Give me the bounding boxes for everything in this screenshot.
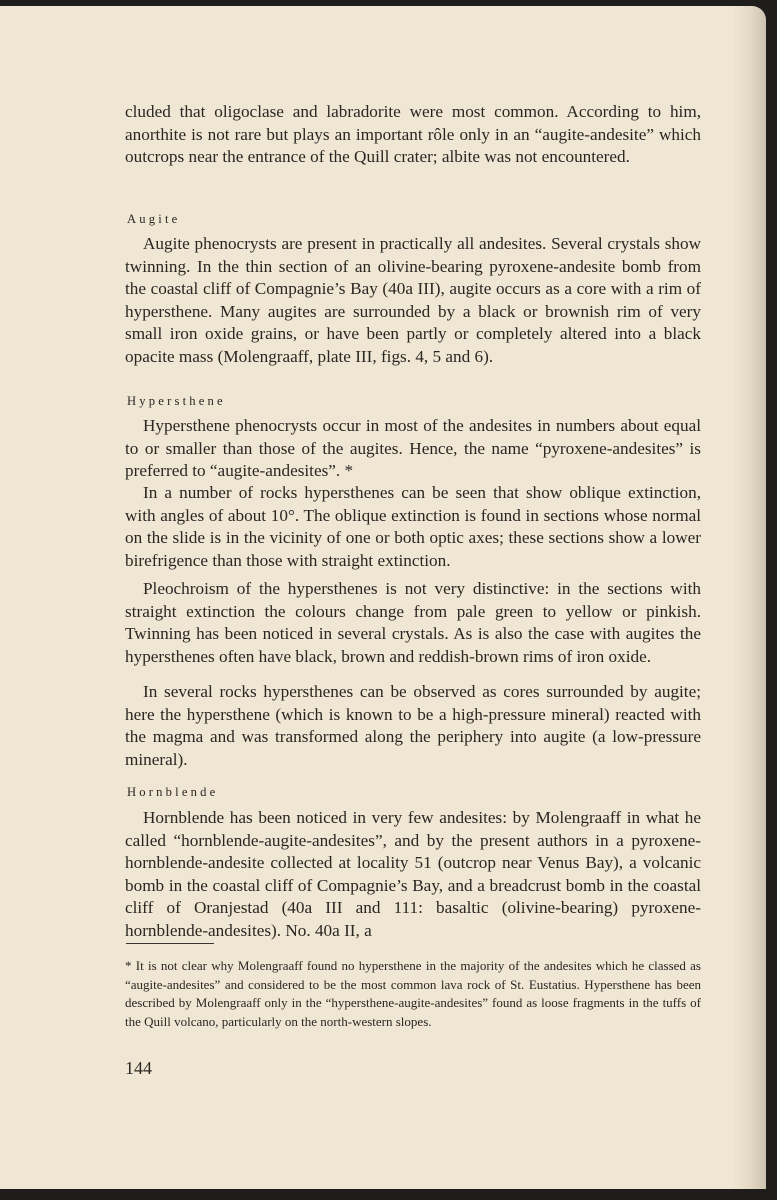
hypersthene-paragraph-2: In a number of rocks hypersthenes can be seen that show oblique extinction, with angles of about 10°. The oblique extinction is found in sections whose normal on the slide is in the vicinity of one or both optic axes; these sections show a lower birefrigence than those with straight extinction. <box>125 483 701 570</box>
page-number: 144 <box>125 1058 152 1078</box>
footnote-divider <box>126 943 214 944</box>
augite-paragraph-1: Augite phenocrysts are present in practically all andesites. Several crystals show twinning. In the thin section of an olivine-bearing pyroxene-andesite bomb from the coastal cliff of Compagnie’s Bay (40a III), augite occurs as a core with a rim of hypersthene. Many augites are surrounded by a black or brownish rim of very small iron oxide grains, or have been partly or completely altered into a black opacite mass (Molengraaff, plate III, figs. 4, 5 and 6). <box>125 234 701 366</box>
section-heading-hypersthene: Hypersthene <box>127 394 226 408</box>
footnote: * It is not clear why Molengraaff found no hypersthene in the majority of the andesites which he classed as “augite-andesites” and considered to be the most common lava rock of St. Eustatius. Hypersthene has been described by Molengraaff only in the “hypersthene-augite-andesites” found as loose fragments in the tuffs of the Quill volcano, particularly on the north-western slopes. <box>125 958 701 1029</box>
text-column <box>0 6 766 1189</box>
hypersthene-paragraph-1: Hypersthene phenocrysts occur in most of the andesites in numbers about equal to or smaller than those of the augites. Hence, the name “pyroxene-andesites” is preferred to “augite-andesites”. * <box>125 416 701 481</box>
section-heading-hornblende: Hornblende <box>127 785 219 799</box>
book-page <box>0 6 766 1189</box>
section-heading-augite: Augite <box>127 212 181 226</box>
hypersthene-paragraph-3: Pleochroism of the hypersthenes is not very distinctive: in the sections with straight extinction the colours change from pale green to yellow or pinkish. Twinning has been noticed in several crystals. As is also the case with augites the hypersthenes often have black, brown and reddish-brown rims of iron oxide. <box>125 579 701 666</box>
hypersthene-paragraph-4: In several rocks hypersthenes can be observed as cores surrounded by augite; here the hypersthene (which is known to be a high-pressure mineral) reacted with the magma and was transformed along the periphery into augite (a low-pressure mineral). <box>125 682 701 769</box>
hornblende-paragraph-1: Hornblende has been noticed in very few andesites: by Molengraaff in what he called “hornblende-augite-andesites”, and by the present authors in a pyroxene-hornblende-andesite collected at locality 51 (outcrop near Venus Bay), a volcanic bomb in the coastal cliff of Compagnie’s Bay, and a breadcrust bomb in the coastal cliff of Oranjestad (40a III and 111: basaltic (olivine-bearing) pyroxene-hornblende-andesites). No. 40a II, a <box>125 808 701 940</box>
intro-paragraph: cluded that oligoclase and labradorite were most common. According to him, anorthite is not rare but plays an important rôle only in an “augite-andesite” which outcrops near the entrance of the Quill crater; albite was not encountered. <box>125 102 701 167</box>
